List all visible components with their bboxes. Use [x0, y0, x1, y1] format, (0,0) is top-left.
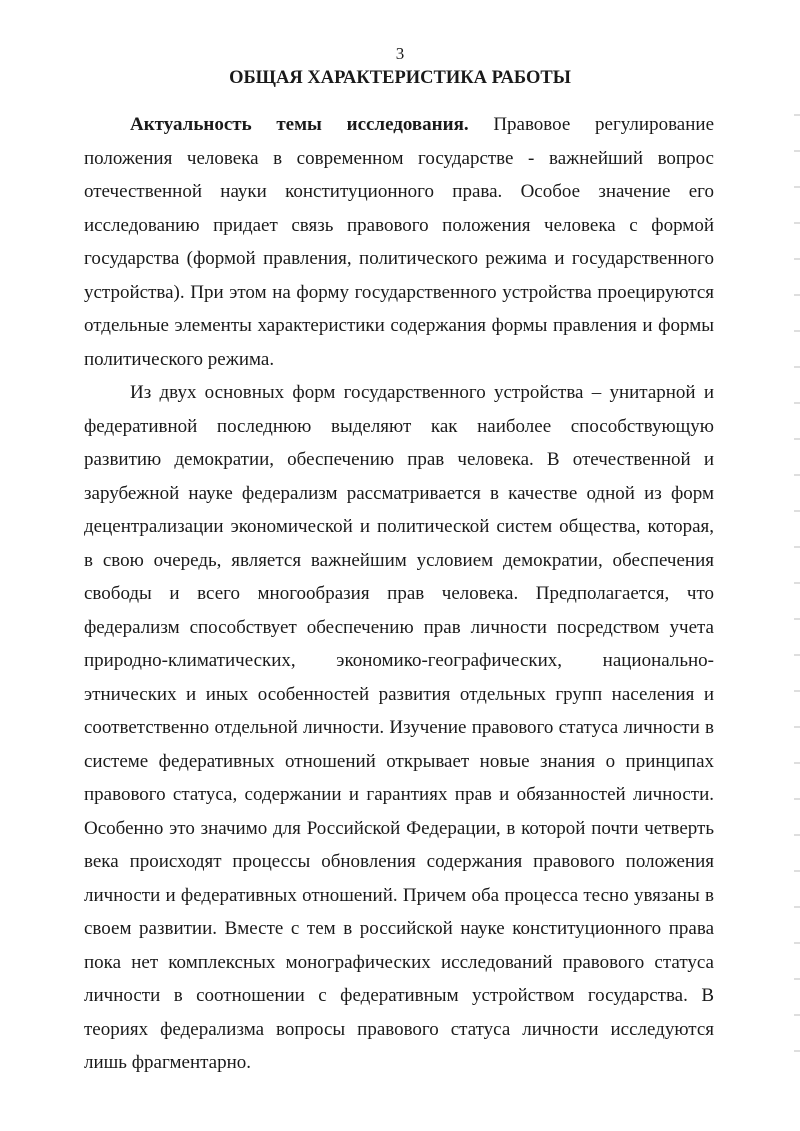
page-number: 3 — [395, 44, 405, 63]
paragraph-lead-heading: Актуальность темы исследования. — [130, 114, 469, 135]
paragraph-text: Правовое регулирование положения человека в современном государстве - важнейший вопрос отечественной науки конституционного права. Особое значение его исследованию придает связь правового положения человека с формой государства (формой правления, политического режима и государственного устройства). При этом на форму государственного устройства проецируются отдельные элементы характеристики содержания формы правления и формы политического режима. — [84, 114, 714, 370]
scan-edge-marks — [794, 80, 800, 1080]
paragraph-federalism — [84, 376, 714, 1080]
section-title: ОБЩАЯ ХАРАКТЕРИСТИКА РАБОТЫ — [229, 68, 571, 88]
paragraph-text: Из двух основных форм государственного устройства – унитарной и федеративной последнюю выделяют как наиболее способствующую развитию демократии, обеспечению прав человека. В отечественной и зарубежной науке федерализм рассматривается в качестве одной из форм децентрализации экономической и политической систем общества, которая, в свою очередь, является важнейшим условием демократии, обеспечения свободы и всего многообразия прав человека. Предполагается, что федерализм способствует обеспечению прав личности посредством учета природно-климатических, экономико-географических, национально-этнических и иных особенностей развития отдельных групп населения и соответственно отдельной личности. Изучение правового статуса личности в системе федеративных отношений открывает новые знания о принципах правового статуса, содержании и гарантиях прав и обязанностей личности. Особенно это значимо для Российской Федерации, в которой почти четверть века происходят процессы обновления содержания правового положения личности и федеративных отношений. Причем оба процесса тесно увязаны в своем развитии. Вместе с тем в российской науке конституционного права пока нет комплексных монографических исследований правового статуса личности в соотношении с федеративным устройством государства. В теориях федерализма вопросы правового статуса личности исследуются лишь фрагментарно. — [84, 382, 714, 1073]
paragraph-relevance — [84, 108, 714, 376]
body-text — [84, 108, 714, 1080]
